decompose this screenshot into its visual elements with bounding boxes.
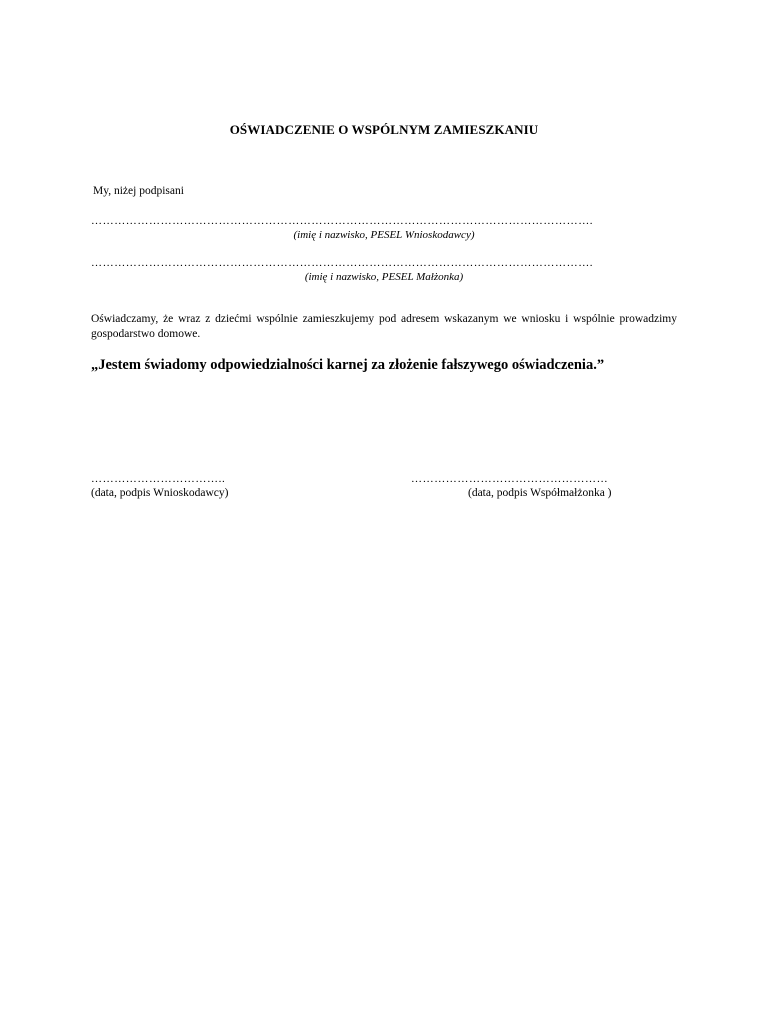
spouse-name-caption: (imię i nazwisko, PESEL Małżonka) [304, 271, 464, 283]
applicant-signature-label: (data, podpis Wnioskodawcy) [91, 487, 229, 499]
spouse-signature-label: (data, podpis Współmałżonka ) [468, 487, 612, 499]
applicant-signature-line: …………………………….. [91, 473, 226, 485]
intro-text: My, niżej podpisani [93, 185, 184, 197]
spouse-signature-line: …………………………………………… [411, 473, 609, 485]
document-title: OŚWIADCZENIE O WSPÓLNYM ZAMIESZKANIU [229, 122, 539, 137]
applicant-name-caption: (imię i nazwisko, PESEL Wnioskodawcy) [293, 229, 475, 241]
criminal-liability-declaration: „Jestem świadomy odpowiedzialności karnej za złożenie fałszywego oświadczenia.” [91, 357, 605, 373]
joint-residence-statement: Oświadczamy, że wraz z dziećmi wspólnie zamieszkujemy pod adresem wskazanym we wniosku i wspólnie prowadzimy gospodarstwo domowe. [91, 313, 677, 340]
spouse-name-fill-line: …………………………………………………………………………………………………………………. [91, 257, 594, 269]
applicant-name-fill-line: …………………………………………………………………………………………………………………. [91, 215, 594, 227]
